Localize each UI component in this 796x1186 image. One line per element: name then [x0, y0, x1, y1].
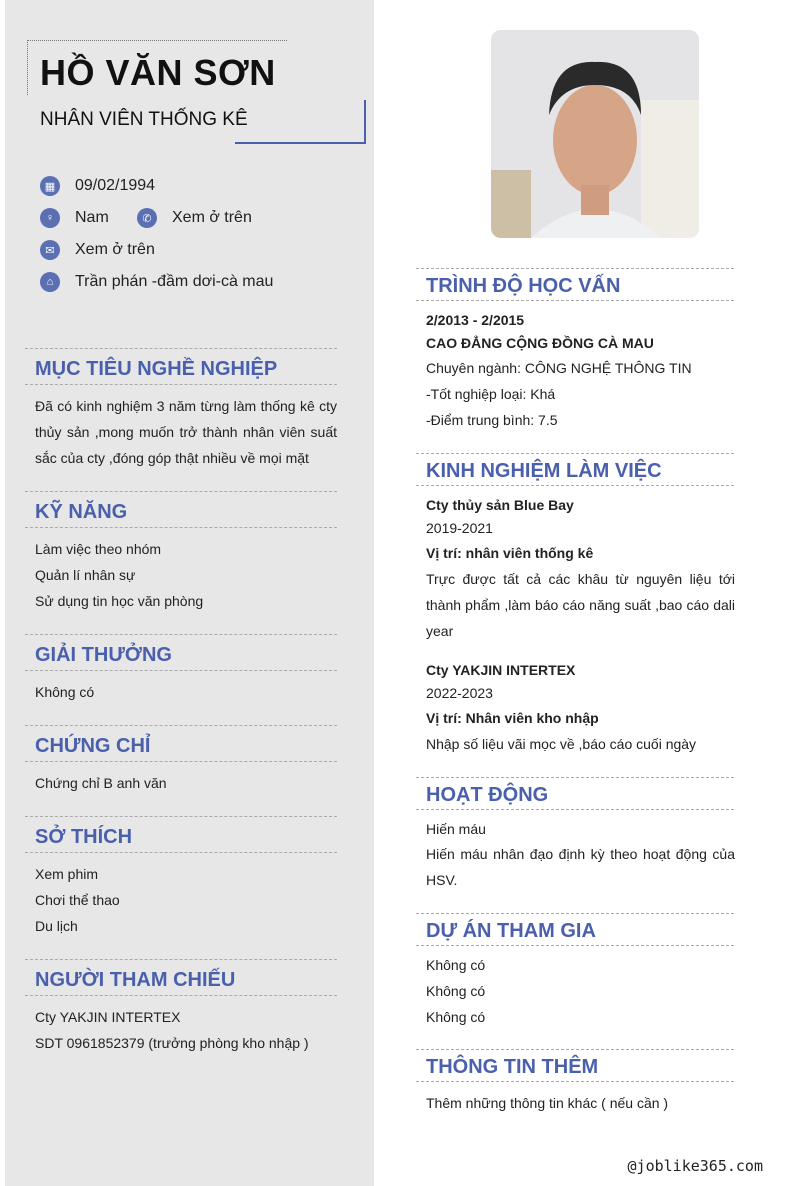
experience-heading: KINH NGHIỆM LÀM VIỆC: [416, 453, 734, 486]
objective-text: Đã có kinh nghiệm 3 năm từng làm thống kê cty thủy sản ,mong muốn trở thành nhân viên suất sắc của cty ,đóng góp thật nhiều về mọi mặt: [35, 398, 337, 466]
hobbies-list: [35, 861, 337, 939]
phone-row: [137, 208, 252, 228]
birthday-value: 09/02/1994: [75, 177, 156, 194]
job-1-description: Trực được tất cả các khâu từ nguyên liệu tới thành phẩm ,làm báo cáo năng suất ,bao cáo dali year: [426, 571, 735, 639]
gender-value: Nam: [75, 209, 109, 226]
list-item: Làm việc theo nhóm: [35, 541, 162, 557]
candidate-name: HỒ VĂN SƠN: [40, 52, 276, 93]
list-item: Chứng chỉ B anh văn: [35, 775, 167, 791]
list-item: Quản lí nhân sự: [35, 567, 136, 583]
extra-info-heading: THÔNG TIN THÊM: [416, 1049, 734, 1082]
home-icon: ⌂: [40, 272, 60, 292]
projects-list: [426, 952, 734, 1030]
list-item: Không có: [426, 957, 486, 973]
address-row: [40, 272, 273, 292]
activity-title: Hiến máu: [426, 821, 486, 837]
list-item: Không có: [426, 1009, 486, 1025]
profile-photo: [491, 30, 699, 238]
job-2-position: Vị trí: Nhân viên kho nhập: [426, 710, 599, 726]
hobbies-heading: SỞ THÍCH: [25, 816, 337, 853]
right-column: [374, 0, 796, 1186]
email-row: [40, 240, 155, 260]
list-item: Cty YAKJIN INTERTEX: [35, 1009, 181, 1025]
awards-heading: GIẢI THƯỞNG: [25, 634, 337, 671]
phone-icon: ✆: [137, 208, 157, 228]
list-item: Chơi thể thao: [35, 892, 120, 908]
job-1-company: Cty thủy sản Blue Bay: [426, 497, 574, 513]
list-item: Không có: [35, 684, 95, 700]
footer-watermark: @joblike365.com: [627, 1157, 763, 1175]
job-2-period: 2022-2023: [426, 685, 493, 701]
phone-value: Xem ở trên: [172, 209, 252, 226]
list-item: Sử dụng tin học văn phòng: [35, 593, 204, 609]
list-item: SDT 0961852379 (trưởng phòng kho nhập ): [35, 1035, 309, 1051]
job-1-position: Vị trí: nhân viên thống kê: [426, 545, 594, 561]
calendar-icon: ▦: [40, 176, 60, 196]
certificates-heading: CHỨNG CHỈ: [25, 725, 337, 762]
activity-text: Hiến máu nhân đạo định kỳ theo hoạt động của HSV.: [426, 846, 735, 888]
certificates-list: [35, 770, 337, 796]
list-item: Du lịch: [35, 918, 78, 934]
email-value: Xem ở trên: [75, 241, 155, 258]
skills-heading: KỸ NĂNG: [25, 491, 337, 528]
list-item: Không có: [426, 983, 486, 999]
email-icon: ✉: [40, 240, 60, 260]
left-sidebar: [5, 0, 374, 1186]
job-title: NHÂN VIÊN THỐNG KÊ: [40, 109, 248, 130]
education-heading: TRÌNH ĐỘ HỌC VẤN: [416, 268, 734, 301]
birthday-row: [40, 176, 155, 196]
activities-heading: HOẠT ĐỘNG: [416, 777, 734, 810]
job-2-company: Cty YAKJIN INTERTEX: [426, 662, 576, 678]
list-item: Chuyên ngành: CÔNG NGHỆ THÔNG TIN: [426, 360, 692, 376]
education-details: [426, 355, 734, 433]
references-heading: NGƯỜI THAM CHIẾU: [25, 959, 337, 996]
job-1-period: 2019-2021: [426, 520, 493, 536]
references-list: [35, 1004, 345, 1056]
extra-info-text: Thêm những thông tin khác ( nếu cần ): [426, 1095, 669, 1111]
projects-heading: DỰ ÁN THAM GIA: [416, 913, 734, 946]
gender-row: [40, 208, 109, 228]
list-item: -Điểm trung bình: 7.5: [426, 412, 558, 428]
skills-list: [35, 536, 337, 614]
objective-heading: MỤC TIÊU NGHỀ NGHIỆP: [25, 348, 337, 385]
education-school: CAO ĐẲNG CỘNG ĐỒNG CÀ MAU: [426, 335, 654, 351]
awards-list: [35, 679, 337, 705]
list-item: -Tốt nghiệp loại: Khá: [426, 386, 556, 402]
job-2-description: Nhập số liệu vãi mọc về ,báo cáo cuối ngày: [426, 736, 697, 752]
education-period: 2/2013 - 2/2015: [426, 312, 525, 328]
address-value: Trần phán -đầm dơi-cà mau: [75, 273, 274, 290]
title-frame-decoration: [235, 100, 366, 144]
gender-icon: ♀: [40, 208, 60, 228]
list-item: Xem phim: [35, 866, 99, 882]
